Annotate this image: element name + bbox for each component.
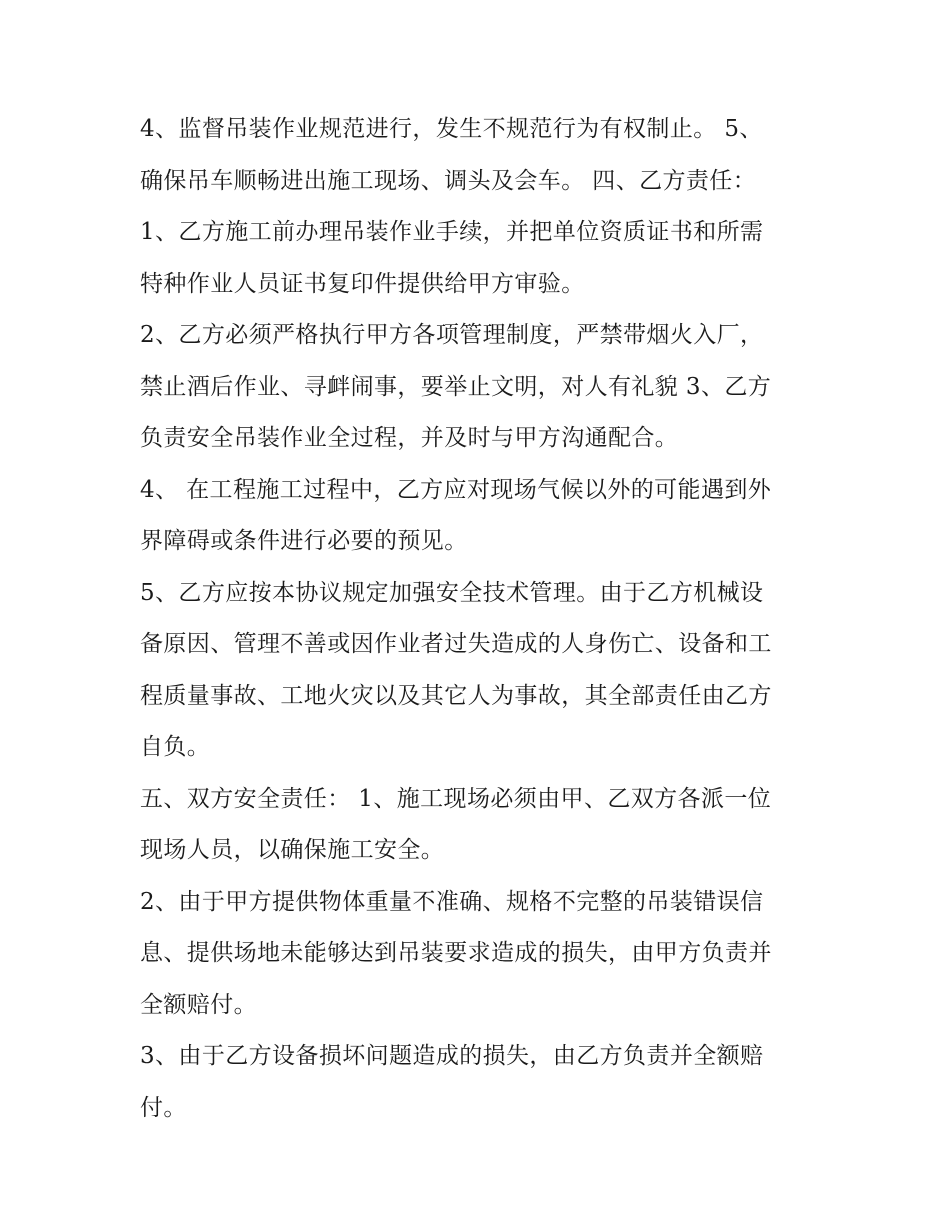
text-line: 付。 — [140, 1094, 187, 1121]
text-line: 4、监督吊装作业规范进行，发生不规范行为有权制止。 5、 — [140, 116, 763, 142]
text-line: 5、乙方应按本协议规定加强安全技术管理。由于乙方机械设 — [140, 579, 764, 606]
text-line: 界障碍或条件进行必要的预见。 — [140, 528, 468, 554]
text-line: 1、乙方施工前办理吊装作业手续，并把单位资质证书和所需 — [140, 219, 764, 245]
text-line: 全额赔付。 — [140, 991, 257, 1018]
text-line: 2、乙方必须严格执行甲方各项管理制度，严禁带烟火入厂， — [140, 322, 764, 348]
text-line: 备原因、管理不善或因作业者过失造成的人身伤亡、设备和工 — [140, 631, 772, 657]
text-line: 特种作业人员证书复印件提供给甲方审验。 — [140, 270, 585, 297]
text-line: 现场人员，以确保施工安全。 — [140, 837, 445, 863]
text-line: 2、由于甲方提供物体重量不准确、规格不完整的吊装错误信 — [140, 888, 764, 915]
text-line: 五、双方安全责任： 1、施工现场必须由甲、乙双方各派一位 — [140, 785, 772, 812]
text-line: 负责安全吊装作业全过程，并及时与甲方沟通配合。 — [140, 425, 679, 451]
text-line: 息、提供场地未能够达到吊装要求造成的损失，由甲方负责并 — [140, 940, 772, 966]
text-line: 禁止酒后作业、寻衅闹事，要举止文明，对人有礼貌 3、乙方 — [140, 373, 772, 400]
text-line: 4、 在工程施工过程中，乙方应对现场气候以外的可能遇到外 — [140, 476, 772, 503]
text-line: 程质量事故、工地火灾以及其它人为事故，其全部责任由乙方 — [140, 682, 772, 709]
text-line: 3、由于乙方设备损坏问题造成的损失，由乙方负责并全额赔 — [140, 1043, 764, 1069]
text-line: 确保吊车顺畅进出施工现场、调头及会车。 四、乙方责任： — [140, 167, 757, 194]
text-line: 自负。 — [140, 734, 211, 760]
document-body — [140, 104, 820, 1134]
